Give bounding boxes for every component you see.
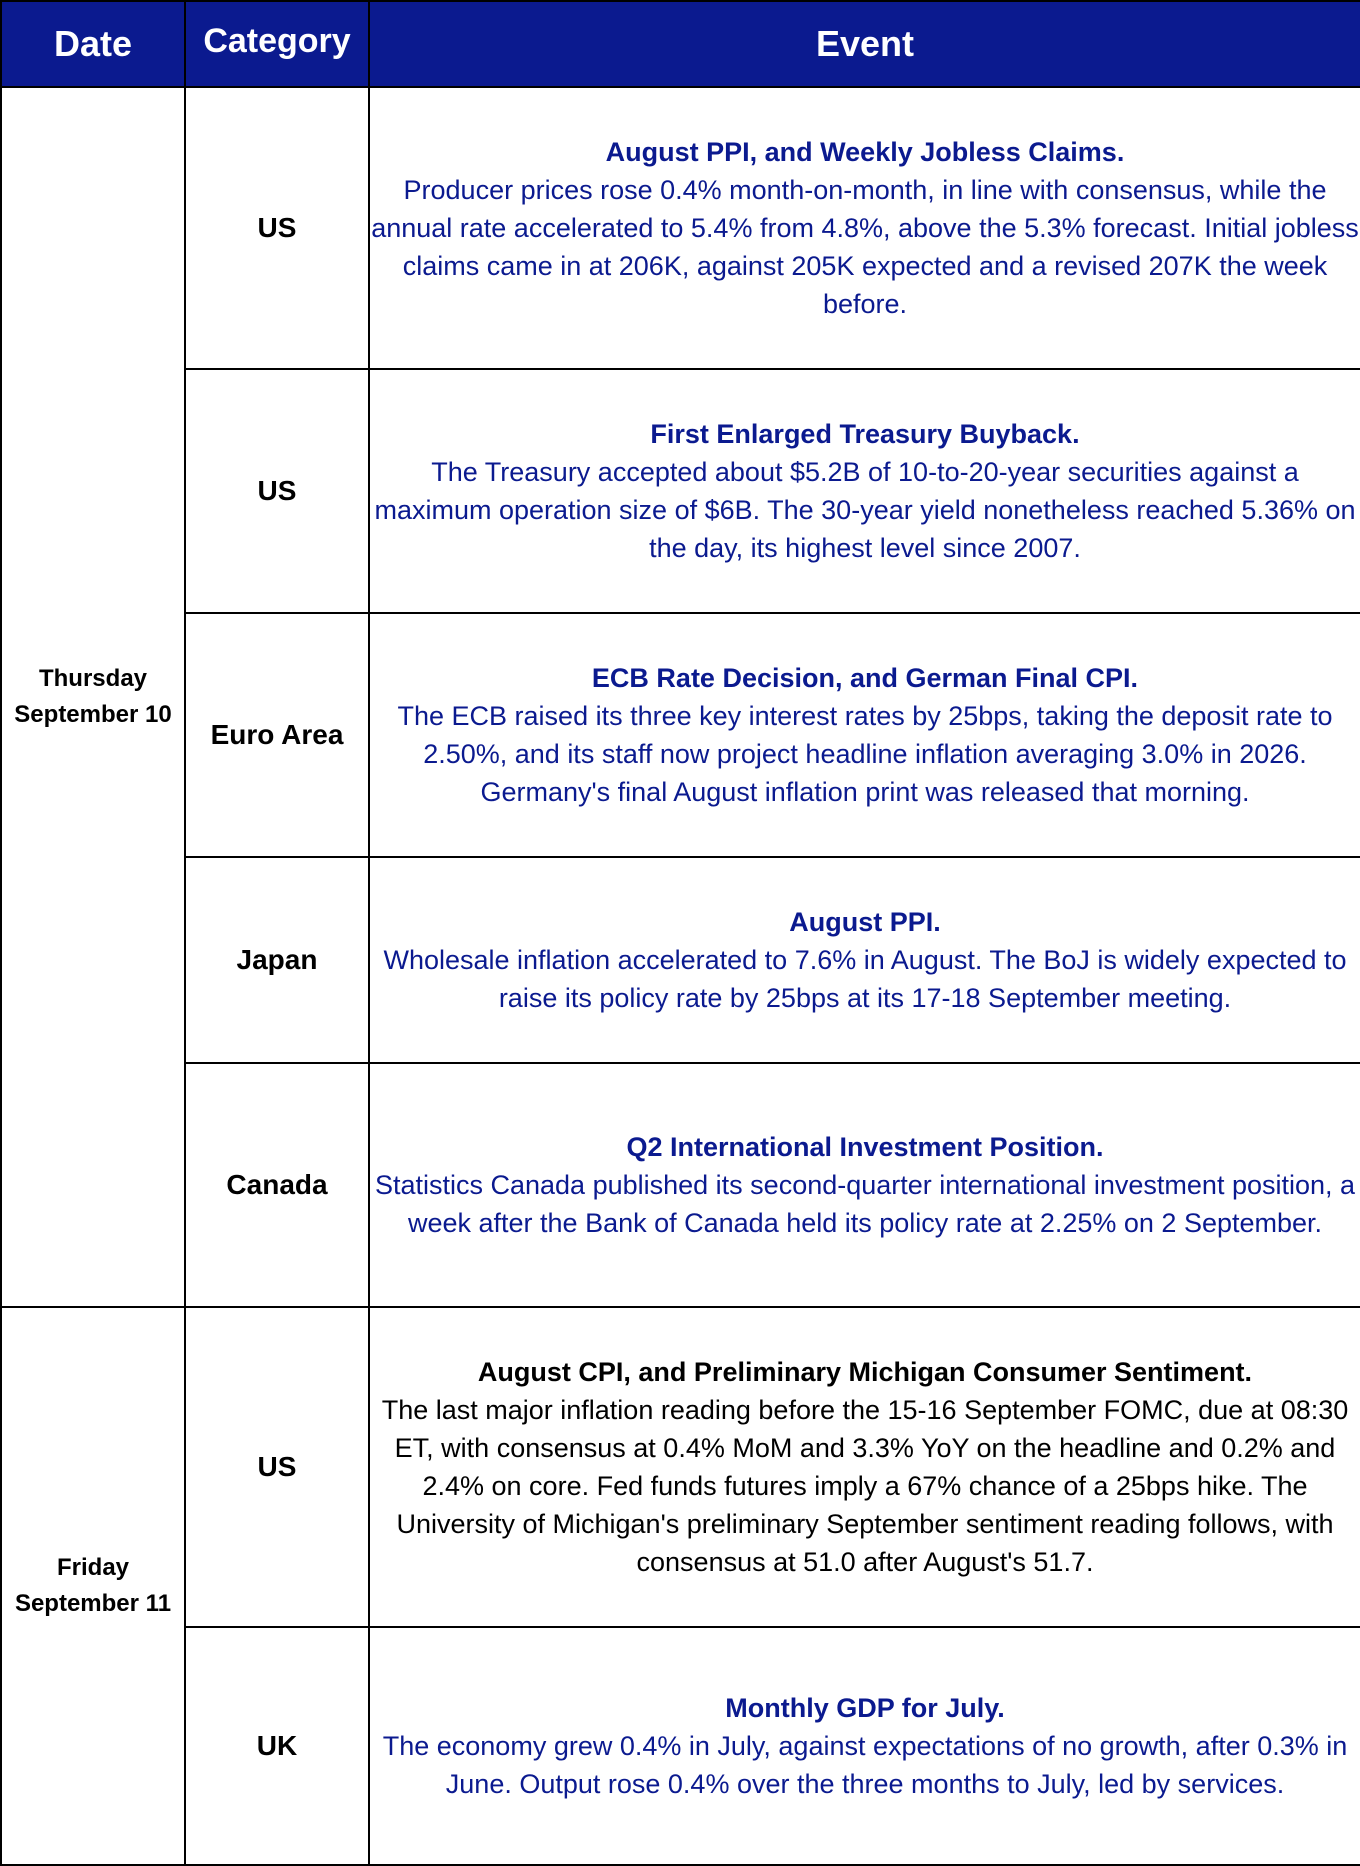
date-cell: [1, 87, 185, 1307]
category-cell: Japan: [185, 857, 369, 1063]
date-weekday: Thursday: [38, 665, 148, 692]
column-header-date: Date: [1, 1, 185, 87]
header-row: [1, 1, 1360, 87]
event-description: Producer prices rose 0.4% month-on-month, in line with consensus, while the annual rate accelerated to 5.4% from 4.8%, above the 5.3% forecast. Initial jobless claims came in at 206K, against 205K expected and a revised 207K the week before.: [371, 175, 1359, 319]
event-description: The last major inflation reading before the 15-16 September FOMC, due at 08:30 ET, with consensus at 0.4% MoM and 3.3% YoY on the headline and 0.2% and 2.4% on core. Fed funds futures imply a 67% chance of a 25bps hike. The University of Michigan's preliminary September sentiment reading follows, with consensus at 51.0 after August's 51.7.: [381, 1395, 1349, 1577]
event-title: Q2 International Investment Position.: [626, 1132, 1104, 1162]
table-row: [1, 857, 1360, 1063]
category-cell: US: [185, 1307, 369, 1627]
event-title: First Enlarged Treasury Buyback.: [650, 419, 1080, 449]
event-cell: [369, 1627, 1360, 1865]
event-description: The economy grew 0.4% in July, against expectations of no growth, after 0.3% in June. Output rose 0.4% over the three months to July, led by services.: [382, 1731, 1348, 1799]
table-row: [1, 613, 1360, 857]
event-cell: [369, 1063, 1360, 1307]
column-header-category: Category: [185, 1, 369, 87]
category-cell: US: [185, 87, 369, 369]
event-description: Statistics Canada published its second-quarter international investment position, a week after the Bank of Canada held its policy rate at 2.25% on 2 September.: [374, 1170, 1356, 1238]
table-row: [1, 87, 1360, 369]
column-header-event: Event: [369, 1, 1360, 87]
category-cell: Canada: [185, 1063, 369, 1307]
event-cell: [369, 857, 1360, 1063]
table-row: [1, 369, 1360, 613]
event-cell: [369, 613, 1360, 857]
event-title: August PPI.: [789, 907, 941, 937]
date-weekday: Friday: [56, 1554, 130, 1581]
event-description: The ECB raised its three key interest rates by 25bps, taking the deposit rate to 2.50%, and its staff now project headline inflation averaging 3.0% in 2026. Germany's final August inflation print was released that morning.: [397, 701, 1333, 807]
event-cell: [369, 369, 1360, 613]
event-description: The Treasury accepted about $5.2B of 10-to-20-year securities against a maximum operation size of $6B. The 30-year yield nonetheless reached 5.36% on the day, its highest level since 2007.: [374, 457, 1356, 563]
event-cell: [369, 1307, 1360, 1627]
date-day: September 11: [14, 1590, 172, 1617]
event-title: August PPI, and Weekly Jobless Claims.: [605, 137, 1125, 167]
category-cell: Euro Area: [185, 613, 369, 857]
event-title: Monthly GDP for July.: [725, 1693, 1005, 1723]
date-day: September 10: [14, 701, 172, 728]
date-cell: [1, 1307, 185, 1865]
table-row: [1, 1063, 1360, 1307]
table-row: [1, 1307, 1360, 1627]
event-cell: [369, 87, 1360, 369]
event-title: ECB Rate Decision, and German Final CPI.: [591, 663, 1139, 693]
table-row: [1, 1627, 1360, 1865]
event-description: Wholesale inflation accelerated to 7.6% in August. The BoJ is widely expected to raise its policy rate by 25bps at its 17-18 September meeting.: [383, 945, 1347, 1013]
category-cell: US: [185, 369, 369, 613]
category-cell: UK: [185, 1627, 369, 1865]
event-title: August CPI, and Preliminary Michigan Consumer Sentiment.: [477, 1357, 1253, 1387]
